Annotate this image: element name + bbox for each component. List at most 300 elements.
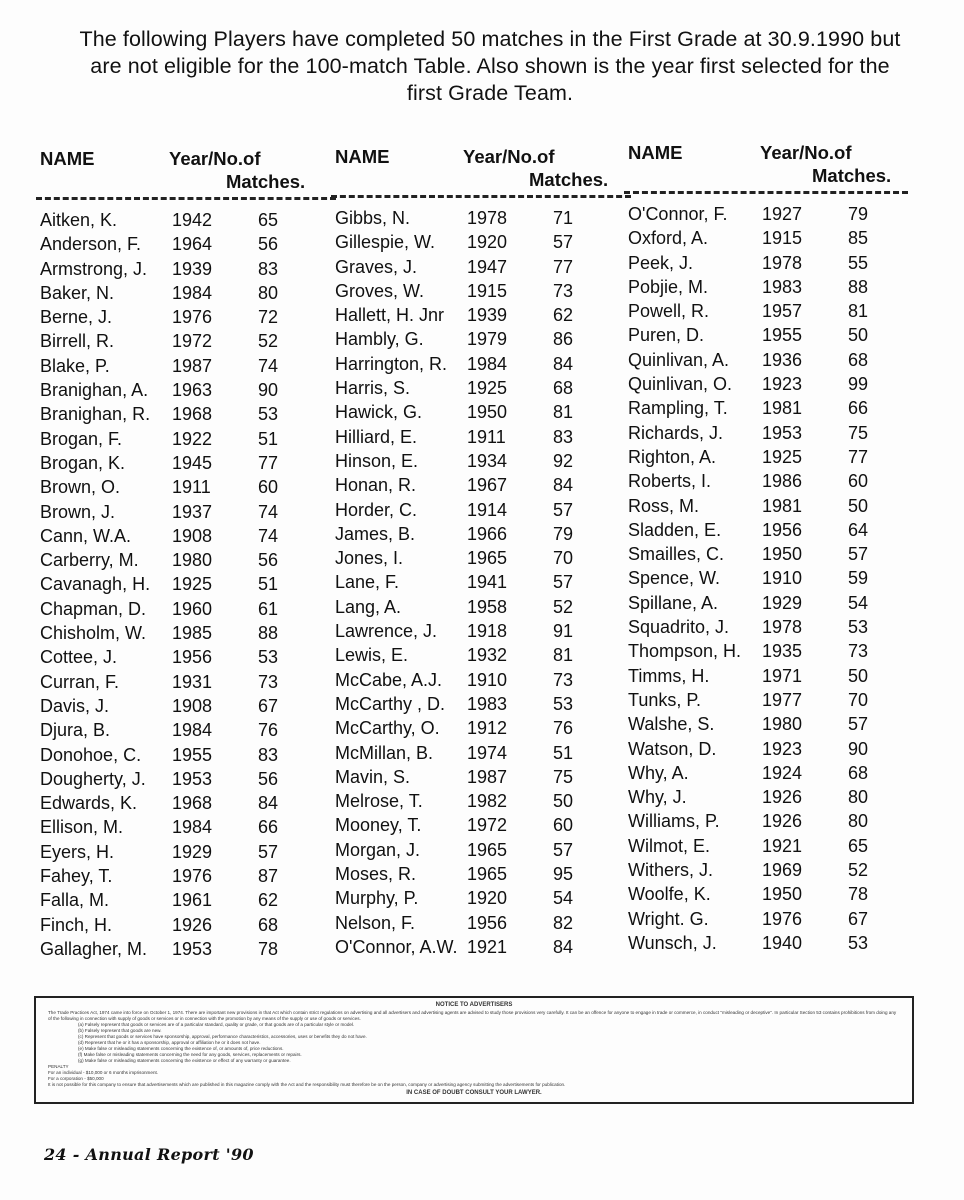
player-matches: 73 <box>848 641 869 662</box>
player-row <box>331 597 626 621</box>
player-year: 1927 <box>762 204 803 224</box>
player-name: McMillan, B. <box>335 742 434 763</box>
player-row <box>331 718 626 742</box>
player-row <box>36 866 331 890</box>
player-matches: 77 <box>258 452 279 473</box>
header-year: Year/No.of <box>169 148 261 169</box>
player-matches: 87 <box>258 866 279 887</box>
player-row <box>36 331 331 355</box>
player-matches: 73 <box>553 669 574 690</box>
notice-to-advertisers-box <box>34 996 914 1104</box>
player-name: Wunsch, J. <box>628 932 717 953</box>
player-year: 1983 <box>467 693 508 714</box>
players-column-1 <box>36 140 331 963</box>
player-year: 1926 <box>762 811 803 832</box>
player-name: Ross, M. <box>628 495 700 516</box>
player-name: Cavanagh, H. <box>40 574 151 595</box>
player-name: Quinlivan, A. <box>628 349 730 370</box>
player-matches: 57 <box>553 499 574 520</box>
player-row <box>331 232 626 256</box>
player-matches: 83 <box>258 744 279 765</box>
player-year: 1960 <box>172 598 213 619</box>
player-year: 1984 <box>172 720 213 741</box>
player-matches: 75 <box>848 422 869 443</box>
players-column-3 <box>624 134 919 957</box>
player-matches: 57 <box>848 544 869 565</box>
player-year: 1908 <box>172 525 213 546</box>
player-row <box>36 817 331 841</box>
player-row <box>36 647 331 671</box>
player-name: Aitken, K. <box>40 210 118 230</box>
player-row <box>331 767 626 791</box>
player-row <box>36 234 331 258</box>
player-row <box>331 500 626 524</box>
player-name: Nelson, F. <box>335 912 416 933</box>
player-row <box>331 694 626 718</box>
notice-item: (f) Make false or misleading statements concerning the need for any goods, services, replacements or repairs. <box>78 1052 302 1057</box>
player-matches: 78 <box>258 938 279 959</box>
player-row <box>36 720 331 744</box>
player-year: 1977 <box>762 689 803 710</box>
player-name: O'Connor, A.W. <box>335 936 458 957</box>
player-year: 1987 <box>467 766 508 787</box>
player-year: 1931 <box>172 671 213 692</box>
player-row <box>624 471 919 495</box>
player-year: 1963 <box>172 380 213 401</box>
player-year: 1953 <box>172 938 213 959</box>
player-year: 1983 <box>762 276 803 297</box>
player-year: 1924 <box>762 762 803 783</box>
player-matches: 67 <box>848 908 869 929</box>
player-row <box>36 915 331 939</box>
player-year: 1915 <box>467 280 508 301</box>
player-matches: 72 <box>258 307 279 328</box>
player-row <box>36 283 331 307</box>
player-name: Powell, R. <box>628 301 710 322</box>
player-year: 1950 <box>762 884 803 905</box>
player-year: 1939 <box>467 305 508 326</box>
player-matches: 91 <box>553 621 574 642</box>
player-matches: 77 <box>553 256 574 277</box>
player-matches: 65 <box>848 835 869 856</box>
column-header <box>36 140 331 192</box>
dashed-divider <box>36 197 336 200</box>
notice-body: The Trade Practices Act, 1974 came into force on October 1, 1974. There are important new provisions in that Act which contain strict regulations on advertising and all advertisers and advertising agents are advised to study those provisions very carefully. It can be an offence for anyone to engage in trade or commerce, in conduct "misleading or deceptive". In particular Section 53 contains prohibitions from doing any of the following in connection with supply of goods or services or in connection with the promotion by any means of the supply or use of goods or services. <box>48 1010 897 1021</box>
player-row <box>36 477 331 501</box>
player-year: 1980 <box>762 714 803 735</box>
player-name: Wilmot, E. <box>628 835 711 856</box>
player-year: 1964 <box>172 234 213 255</box>
player-name: Brogan, F. <box>40 428 123 449</box>
player-matches: 52 <box>553 596 574 617</box>
player-name: Gallagher, M. <box>40 938 148 959</box>
player-matches: 83 <box>553 426 574 447</box>
page-footer: 24 - Annual Report '90 <box>44 1145 254 1164</box>
player-row <box>624 884 919 908</box>
player-name: Williams, P. <box>628 811 720 832</box>
player-name: McCabe, A.J. <box>335 669 443 690</box>
player-matches: 84 <box>553 936 574 957</box>
player-row <box>36 380 331 404</box>
player-row <box>624 544 919 568</box>
player-row <box>331 864 626 888</box>
player-matches: 57 <box>258 841 279 862</box>
player-year: 1972 <box>467 815 508 836</box>
player-name: Gillespie, W. <box>335 232 436 253</box>
player-name: Walshe, S. <box>628 714 715 735</box>
player-matches: 66 <box>258 817 279 838</box>
player-name: Edwards, K. <box>40 793 138 814</box>
player-row <box>331 329 626 353</box>
player-name: Hilliard, E. <box>335 426 418 447</box>
player-year: 1926 <box>762 787 803 808</box>
player-year: 1978 <box>467 208 508 228</box>
player-row <box>36 769 331 793</box>
notice-title: NOTICE TO ADVERTISERS <box>435 1002 513 1008</box>
player-row <box>624 860 919 884</box>
player-name: Righton, A. <box>628 446 717 467</box>
player-matches: 90 <box>848 738 869 759</box>
players-column-2 <box>331 138 626 961</box>
player-name: Why, A. <box>628 762 689 783</box>
player-row <box>624 811 919 835</box>
player-name: Hawick, G. <box>335 402 423 423</box>
player-matches: 81 <box>553 402 574 423</box>
player-row <box>36 404 331 428</box>
player-matches: 70 <box>553 548 574 569</box>
player-row <box>331 888 626 912</box>
column-header <box>624 134 919 186</box>
player-name: Cann, W.A. <box>40 525 132 546</box>
player-matches: 53 <box>258 647 279 668</box>
player-year: 1923 <box>762 738 803 759</box>
column-header <box>331 138 626 190</box>
player-row <box>624 374 919 398</box>
player-name: Graves, J. <box>335 256 418 277</box>
player-name: Gibbs, N. <box>335 208 411 228</box>
player-name: Anderson, F. <box>40 234 142 255</box>
player-name: Morgan, J. <box>335 839 421 860</box>
player-row <box>624 325 919 349</box>
player-name: Branighan, R. <box>40 404 151 425</box>
player-row <box>36 574 331 598</box>
player-year: 1985 <box>172 623 213 644</box>
player-year: 1953 <box>172 768 213 789</box>
player-year: 1979 <box>467 329 508 350</box>
player-row <box>624 690 919 714</box>
player-year: 1934 <box>467 450 508 471</box>
player-row <box>624 593 919 617</box>
player-name: Squadrito, J. <box>628 617 730 638</box>
player-row <box>331 791 626 815</box>
player-row <box>36 356 331 380</box>
player-year: 1932 <box>467 645 508 666</box>
player-year: 1925 <box>172 574 213 595</box>
player-year: 1947 <box>467 256 508 277</box>
player-row <box>36 599 331 623</box>
player-year: 1987 <box>172 355 213 376</box>
player-matches: 84 <box>553 475 574 496</box>
player-name: Honan, R. <box>335 475 417 496</box>
player-year: 1935 <box>762 641 803 662</box>
player-matches: 84 <box>553 353 574 374</box>
player-row <box>331 208 626 232</box>
player-row <box>331 840 626 864</box>
player-name: Curran, F. <box>40 671 120 692</box>
notice-penalty-corporation: For a corporation - $50,000 <box>48 1076 104 1081</box>
player-name: Thompson, H. <box>628 641 742 662</box>
player-rows <box>331 208 626 961</box>
player-name: O'Connor, F. <box>628 204 728 224</box>
player-rows <box>624 204 919 957</box>
player-year: 1922 <box>172 428 213 449</box>
header-name: NAME <box>335 146 390 167</box>
player-row <box>331 305 626 329</box>
header-name: NAME <box>628 142 683 163</box>
player-name: Djura, B. <box>40 720 111 741</box>
player-name: Quinlivan, O. <box>628 374 733 395</box>
player-matches: 86 <box>553 329 574 350</box>
player-year: 1984 <box>172 817 213 838</box>
player-matches: 53 <box>553 693 574 714</box>
player-row <box>36 429 331 453</box>
player-matches: 62 <box>553 305 574 326</box>
notice-item: (d) Represent that he or it has a sponsorship, approval or affiliation he or it does not have. <box>78 1040 261 1045</box>
player-year: 1956 <box>172 647 213 668</box>
player-row <box>331 645 626 669</box>
player-name: Rampling, T. <box>628 398 728 419</box>
player-year: 1969 <box>762 860 803 881</box>
player-row <box>36 526 331 550</box>
player-name: Why, J. <box>628 787 687 808</box>
player-row <box>331 548 626 572</box>
player-year: 1918 <box>467 621 508 642</box>
player-year: 1926 <box>172 914 213 935</box>
player-matches: 76 <box>553 718 574 739</box>
player-matches: 79 <box>848 204 869 224</box>
player-matches: 56 <box>258 550 279 571</box>
player-matches: 78 <box>848 884 869 905</box>
player-year: 1981 <box>762 398 803 419</box>
player-matches: 54 <box>848 592 869 613</box>
player-matches: 81 <box>848 301 869 322</box>
player-year: 1915 <box>762 228 803 249</box>
player-matches: 68 <box>848 349 869 370</box>
player-name: Donohoe, C. <box>40 744 142 765</box>
player-matches: 57 <box>553 572 574 593</box>
player-year: 1953 <box>762 422 803 443</box>
player-row <box>36 672 331 696</box>
player-name: Pobjie, M. <box>628 276 709 297</box>
player-row <box>624 617 919 641</box>
player-matches: 56 <box>258 234 279 255</box>
player-name: Berne, J. <box>40 307 113 328</box>
player-row <box>624 277 919 301</box>
player-name: Cottee, J. <box>40 647 118 668</box>
player-matches: 95 <box>553 864 574 885</box>
player-name: Lane, F. <box>335 572 400 593</box>
player-year: 1978 <box>762 617 803 638</box>
player-year: 1955 <box>172 744 213 765</box>
player-name: Watson, D. <box>628 738 717 759</box>
player-name: Roberts, I. <box>628 471 712 492</box>
player-year: 1925 <box>467 378 508 399</box>
player-row <box>624 496 919 520</box>
player-row <box>331 378 626 402</box>
player-matches: 60 <box>553 815 574 836</box>
player-name: Hinson, E. <box>335 450 419 471</box>
player-name: Oxford, A. <box>628 228 709 249</box>
player-year: 1965 <box>467 839 508 860</box>
player-year: 1966 <box>467 523 508 544</box>
player-name: Dougherty, J. <box>40 768 146 789</box>
player-row <box>624 204 919 228</box>
player-row <box>624 933 919 957</box>
player-year: 1972 <box>172 331 213 352</box>
player-year: 1978 <box>762 252 803 273</box>
player-row <box>624 520 919 544</box>
player-year: 1968 <box>172 793 213 814</box>
player-row <box>624 568 919 592</box>
player-year: 1976 <box>762 908 803 929</box>
player-year: 1937 <box>172 501 213 522</box>
dashed-divider <box>624 191 908 194</box>
player-matches: 83 <box>258 258 279 279</box>
player-year: 1923 <box>762 374 803 395</box>
player-year: 1968 <box>172 404 213 425</box>
header-matches: Matches. <box>812 165 892 186</box>
player-year: 1941 <box>467 572 508 593</box>
player-year: 1911 <box>172 477 211 498</box>
player-year: 1957 <box>762 301 803 322</box>
player-name: Ellison, M. <box>40 817 124 838</box>
player-row <box>624 787 919 811</box>
player-matches: 79 <box>553 523 574 544</box>
player-name: Armstrong, J. <box>40 258 148 279</box>
player-row <box>36 502 331 526</box>
player-name: Brogan, K. <box>40 452 126 473</box>
player-row <box>331 670 626 694</box>
player-row <box>36 259 331 283</box>
header-matches: Matches. <box>529 169 609 190</box>
player-matches: 71 <box>553 208 574 228</box>
player-name: McCarthy, O. <box>335 718 440 739</box>
player-row <box>624 423 919 447</box>
player-name: Finch, H. <box>40 914 113 935</box>
player-name: Harris, S. <box>335 378 411 399</box>
player-name: Puren, D. <box>628 325 705 346</box>
player-row <box>624 763 919 787</box>
player-name: Branighan, A. <box>40 380 149 401</box>
player-name: Hallett, H. Jnr <box>335 305 445 326</box>
player-row <box>624 641 919 665</box>
player-rows <box>36 210 331 963</box>
player-row <box>331 402 626 426</box>
player-row <box>624 714 919 738</box>
player-year: 1929 <box>762 592 803 613</box>
player-name: Spillane, A. <box>628 592 719 613</box>
player-row <box>331 524 626 548</box>
player-row <box>36 890 331 914</box>
player-name: Withers, J. <box>628 860 714 881</box>
player-matches: 82 <box>553 912 574 933</box>
player-row <box>36 550 331 574</box>
player-matches: 53 <box>258 404 279 425</box>
player-row <box>624 301 919 325</box>
notice-items <box>78 1022 900 1064</box>
notice-penalty-individual: For an individual - $10,000 or 6 months imprisonment. <box>48 1070 159 1075</box>
player-row <box>331 451 626 475</box>
player-matches: 90 <box>258 380 279 401</box>
player-name: Timms, H. <box>628 665 710 686</box>
player-matches: 62 <box>258 890 279 911</box>
player-matches: 53 <box>848 932 869 953</box>
player-matches: 52 <box>258 331 279 352</box>
player-name: Mooney, T. <box>335 815 422 836</box>
player-year: 1945 <box>172 452 213 473</box>
player-name: Hambly, G. <box>335 329 424 350</box>
player-name: Lewis, E. <box>335 645 409 666</box>
player-row <box>36 793 331 817</box>
player-row <box>624 739 919 763</box>
player-row <box>36 939 331 963</box>
player-matches: 66 <box>848 398 869 419</box>
notice-item: (e) Make false or misleading statements concerning the existence of, or amounts of, price reductions. <box>78 1046 284 1051</box>
player-year: 1976 <box>172 866 213 887</box>
player-name: Lang, A. <box>335 596 402 617</box>
player-matches: 68 <box>553 378 574 399</box>
player-matches: 85 <box>848 228 869 249</box>
player-matches: 74 <box>258 525 279 546</box>
player-row <box>624 909 919 933</box>
notice-item: (g) Make false or misleading statements concerning the existence or effect of any warranty or guarantee. <box>78 1058 291 1063</box>
player-year: 1976 <box>172 307 213 328</box>
notice-closing: IN CASE OF DOUBT CONSULT YOUR LAWYER. <box>406 1090 542 1096</box>
player-row <box>331 427 626 451</box>
player-year: 1961 <box>172 890 213 911</box>
player-matches: 51 <box>553 742 574 763</box>
player-year: 1925 <box>762 446 803 467</box>
player-year: 1971 <box>762 665 803 686</box>
header-year: Year/No.of <box>463 146 555 167</box>
player-row <box>331 913 626 937</box>
player-name: Birrell, R. <box>40 331 115 352</box>
player-matches: 92 <box>553 450 574 471</box>
player-year: 1986 <box>762 471 803 492</box>
player-year: 1921 <box>762 835 803 856</box>
player-year: 1984 <box>172 282 213 303</box>
player-year: 1950 <box>762 544 803 565</box>
player-row <box>331 815 626 839</box>
player-name: Melrose, T. <box>335 791 423 812</box>
player-row <box>36 210 331 234</box>
intro-text: The following Players have completed 50 matches in the First Grade at 30.9.1990 but are not eligible for the 100-match Table. Also shown is the year first selected for the first Grade Team. <box>79 27 901 105</box>
player-name: James, B. <box>335 523 416 544</box>
player-matches: 80 <box>848 811 869 832</box>
player-matches: 65 <box>258 210 279 230</box>
player-name: Smailles, C. <box>628 544 725 565</box>
player-name: Falla, M. <box>40 890 110 911</box>
player-matches: 51 <box>258 574 279 595</box>
player-year: 1965 <box>467 548 508 569</box>
player-name: Murphy, P. <box>335 888 419 909</box>
player-name: Baker, N. <box>40 282 115 303</box>
player-name: Brown, J. <box>40 501 116 522</box>
player-name: Lawrence, J. <box>335 621 438 642</box>
player-matches: 57 <box>553 232 574 253</box>
player-year: 1910 <box>762 568 803 589</box>
player-row <box>36 745 331 769</box>
